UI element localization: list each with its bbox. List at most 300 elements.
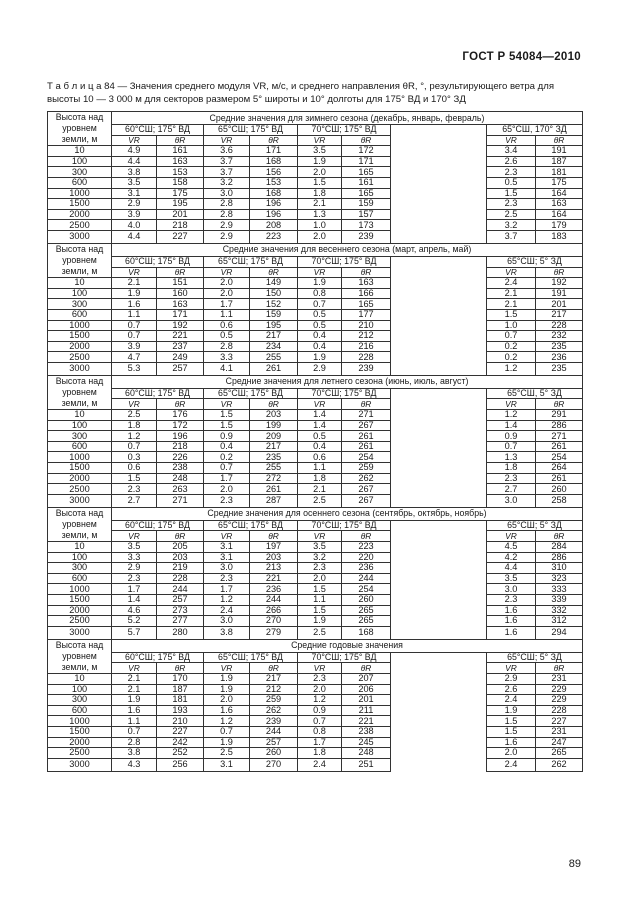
speed-cell: 5.7 xyxy=(112,626,157,639)
height-cell: 1000 xyxy=(48,188,112,199)
height-cell: 1500 xyxy=(48,199,112,210)
direction-cell: 248 xyxy=(342,748,391,759)
speed-cell: 1.9 xyxy=(298,156,342,167)
direction-cell: 252 xyxy=(157,748,204,759)
direction-cell: 207 xyxy=(342,673,391,684)
subheader-row xyxy=(48,135,583,146)
direction-cell: 228 xyxy=(536,320,583,331)
direction-cell: 166 xyxy=(342,288,391,299)
subheader-row xyxy=(48,663,583,674)
direction-cell: 238 xyxy=(157,463,204,474)
direction-cell: 259 xyxy=(342,463,391,474)
direction-cell: 191 xyxy=(536,288,583,299)
speed-cell: 1.9 xyxy=(204,684,250,695)
table-row xyxy=(48,309,583,320)
speed-cell: 4.4 xyxy=(112,156,157,167)
speed-subheader: VR xyxy=(487,135,536,146)
zone-header-row xyxy=(48,652,583,663)
direction-cell: 183 xyxy=(536,230,583,243)
table-row xyxy=(48,737,583,748)
speed-cell: 0.5 xyxy=(487,177,536,188)
direction-cell: 172 xyxy=(342,146,391,157)
speed-cell: 2.7 xyxy=(487,484,536,495)
direction-cell: 195 xyxy=(157,199,204,210)
speed-cell: 3.9 xyxy=(112,209,157,220)
speed-cell: 5.3 xyxy=(112,362,157,375)
speed-cell: 1.5 xyxy=(298,584,342,595)
zone-header: 65°СШ; 5° ЗД xyxy=(487,256,583,267)
table-row xyxy=(48,146,583,157)
speed-cell: 1.1 xyxy=(298,594,342,605)
speed-cell: 2.4 xyxy=(298,758,342,771)
direction-cell: 223 xyxy=(342,542,391,553)
speed-cell: 0.6 xyxy=(204,320,250,331)
direction-subheader: θR xyxy=(536,531,583,542)
speed-cell: 1.4 xyxy=(298,410,342,421)
blank-gap-column xyxy=(391,125,487,244)
speed-cell: 0.5 xyxy=(204,331,250,342)
direction-cell: 171 xyxy=(342,156,391,167)
direction-cell: 175 xyxy=(157,188,204,199)
direction-cell: 199 xyxy=(250,420,298,431)
direction-cell: 254 xyxy=(342,452,391,463)
direction-cell: 211 xyxy=(342,705,391,716)
height-cell: 300 xyxy=(48,167,112,178)
speed-cell: 2.5 xyxy=(298,626,342,639)
speed-cell: 2.0 xyxy=(298,230,342,243)
speed-subheader: VR xyxy=(204,399,250,410)
direction-cell: 221 xyxy=(157,331,204,342)
speed-cell: 2.0 xyxy=(204,278,250,289)
speed-cell: 2.3 xyxy=(112,484,157,495)
direction-cell: 201 xyxy=(536,299,583,310)
speed-cell: 3.5 xyxy=(298,146,342,157)
height-cell: 2500 xyxy=(48,352,112,363)
height-cell: 3000 xyxy=(48,626,112,639)
zone-header: 65°СШ; 175° ВД xyxy=(204,125,298,136)
zone-header: 60°СШ; 175° ВД xyxy=(112,256,204,267)
height-cell: 1500 xyxy=(48,726,112,737)
direction-cell: 254 xyxy=(342,584,391,595)
height-cell: 1500 xyxy=(48,331,112,342)
wind-data-table xyxy=(47,111,583,772)
direction-cell: 177 xyxy=(342,309,391,320)
speed-cell: 2.3 xyxy=(298,673,342,684)
speed-cell: 3.5 xyxy=(487,573,536,584)
height-cell: 100 xyxy=(48,552,112,563)
speed-cell: 1.2 xyxy=(204,594,250,605)
speed-cell: 3.3 xyxy=(112,552,157,563)
direction-cell: 261 xyxy=(250,362,298,375)
height-cell: 600 xyxy=(48,573,112,584)
direction-cell: 209 xyxy=(250,431,298,442)
speed-cell: 2.5 xyxy=(112,410,157,421)
direction-cell: 234 xyxy=(250,341,298,352)
speed-cell: 0.2 xyxy=(487,341,536,352)
table-row xyxy=(48,748,583,759)
section-title: Средние значения для весеннего сезона (март, апрель, май) xyxy=(112,243,583,256)
direction-cell: 312 xyxy=(536,616,583,627)
zone-header-row xyxy=(48,256,583,267)
direction-cell: 245 xyxy=(342,737,391,748)
direction-cell: 286 xyxy=(536,420,583,431)
direction-cell: 262 xyxy=(250,705,298,716)
height-cell: 100 xyxy=(48,156,112,167)
speed-cell: 1.9 xyxy=(112,288,157,299)
direction-cell: 310 xyxy=(536,563,583,574)
direction-cell: 236 xyxy=(536,352,583,363)
speed-cell: 2.1 xyxy=(298,484,342,495)
direction-cell: 223 xyxy=(250,230,298,243)
speed-cell: 1.1 xyxy=(112,716,157,727)
direction-cell: 262 xyxy=(342,473,391,484)
table-row xyxy=(48,552,583,563)
table-row xyxy=(48,684,583,695)
direction-cell: 192 xyxy=(157,320,204,331)
speed-cell: 1.1 xyxy=(204,309,250,320)
direction-cell: 232 xyxy=(536,331,583,342)
speed-cell: 2.6 xyxy=(487,156,536,167)
speed-cell: 2.3 xyxy=(487,199,536,210)
speed-subheader: VR xyxy=(204,531,250,542)
speed-cell: 3.0 xyxy=(487,494,536,507)
direction-subheader: θR xyxy=(157,267,204,278)
direction-cell: 333 xyxy=(536,584,583,595)
zone-header: 65°СШ; 5° ЗД xyxy=(487,652,583,663)
direction-cell: 217 xyxy=(250,441,298,452)
direction-cell: 212 xyxy=(342,331,391,342)
direction-cell: 273 xyxy=(157,605,204,616)
speed-subheader: VR xyxy=(204,267,250,278)
table-row xyxy=(48,626,583,639)
direction-cell: 271 xyxy=(536,431,583,442)
speed-cell: 3.8 xyxy=(112,748,157,759)
speed-cell: 0.9 xyxy=(204,431,250,442)
height-cell: 1000 xyxy=(48,320,112,331)
table-row xyxy=(48,484,583,495)
speed-cell: 4.2 xyxy=(487,552,536,563)
speed-cell: 2.0 xyxy=(298,167,342,178)
direction-cell: 244 xyxy=(250,726,298,737)
table-row xyxy=(48,288,583,299)
speed-cell: 0.7 xyxy=(487,441,536,452)
blank-gap-column xyxy=(391,520,487,639)
table-row xyxy=(48,616,583,627)
height-cell: 3000 xyxy=(48,494,112,507)
direction-cell: 221 xyxy=(250,573,298,584)
speed-cell: 0.3 xyxy=(112,452,157,463)
direction-cell: 286 xyxy=(536,552,583,563)
speed-cell: 2.3 xyxy=(487,594,536,605)
height-cell: 2500 xyxy=(48,748,112,759)
speed-subheader: VR xyxy=(298,267,342,278)
zone-header: 65°СШ; 175° ВД xyxy=(204,520,298,531)
direction-cell: 217 xyxy=(536,309,583,320)
direction-subheader: θR xyxy=(536,663,583,674)
direction-cell: 257 xyxy=(157,362,204,375)
direction-cell: 153 xyxy=(157,167,204,178)
direction-cell: 271 xyxy=(157,494,204,507)
height-cell: 100 xyxy=(48,420,112,431)
speed-cell: 2.3 xyxy=(204,494,250,507)
speed-cell: 1.6 xyxy=(204,705,250,716)
direction-subheader: θR xyxy=(342,267,391,278)
table-row xyxy=(48,463,583,474)
section-title-row xyxy=(48,375,583,388)
height-cell: 1500 xyxy=(48,463,112,474)
speed-cell: 0.7 xyxy=(112,320,157,331)
table-row xyxy=(48,673,583,684)
height-cell: 2000 xyxy=(48,737,112,748)
height-column-header: Высота над уровнем земли, м xyxy=(48,243,112,277)
speed-cell: 1.0 xyxy=(298,220,342,231)
speed-cell: 0.9 xyxy=(298,705,342,716)
speed-cell: 2.3 xyxy=(487,473,536,484)
direction-cell: 261 xyxy=(250,484,298,495)
speed-subheader: VR xyxy=(487,267,536,278)
speed-cell: 1.3 xyxy=(487,452,536,463)
standard-number: ГОСТ Р 54084—2010 xyxy=(462,51,581,63)
direction-cell: 168 xyxy=(250,156,298,167)
zone-header: 65°СШ; 175° ВД xyxy=(204,388,298,399)
speed-cell: 0.2 xyxy=(204,452,250,463)
table-row xyxy=(48,209,583,220)
height-column-header: Высота над уровнем земли, м xyxy=(48,375,112,409)
speed-cell: 4.3 xyxy=(112,758,157,771)
direction-subheader: θR xyxy=(250,531,298,542)
speed-cell: 3.6 xyxy=(204,146,250,157)
table-row xyxy=(48,695,583,706)
speed-cell: 1.8 xyxy=(298,188,342,199)
direction-cell: 165 xyxy=(342,167,391,178)
direction-subheader: θR xyxy=(250,135,298,146)
direction-cell: 163 xyxy=(157,299,204,310)
height-cell: 2000 xyxy=(48,605,112,616)
speed-cell: 1.1 xyxy=(112,309,157,320)
speed-cell: 1.6 xyxy=(487,616,536,627)
speed-cell: 1.0 xyxy=(487,320,536,331)
height-cell: 2000 xyxy=(48,209,112,220)
speed-cell: 3.4 xyxy=(487,146,536,157)
height-column-header: Высота над уровнем земли, м xyxy=(48,639,112,673)
speed-cell: 2.4 xyxy=(487,278,536,289)
table-row xyxy=(48,352,583,363)
table-row xyxy=(48,494,583,507)
direction-cell: 168 xyxy=(250,188,298,199)
zone-header: 70°СШ; 175° ВД xyxy=(298,388,391,399)
speed-subheader: VR xyxy=(204,135,250,146)
table-row xyxy=(48,542,583,553)
direction-cell: 258 xyxy=(536,494,583,507)
speed-cell: 2.6 xyxy=(487,684,536,695)
table-row xyxy=(48,220,583,231)
speed-cell: 4.7 xyxy=(112,352,157,363)
direction-cell: 265 xyxy=(342,616,391,627)
speed-cell: 3.8 xyxy=(204,626,250,639)
direction-cell: 257 xyxy=(157,594,204,605)
speed-cell: 3.0 xyxy=(487,584,536,595)
speed-cell: 2.7 xyxy=(112,494,157,507)
direction-cell: 203 xyxy=(250,552,298,563)
speed-cell: 1.2 xyxy=(487,410,536,421)
direction-cell: 221 xyxy=(342,716,391,727)
height-cell: 300 xyxy=(48,299,112,310)
direction-cell: 244 xyxy=(157,584,204,595)
speed-cell: 2.1 xyxy=(112,684,157,695)
direction-cell: 156 xyxy=(250,167,298,178)
speed-cell: 0.7 xyxy=(112,331,157,342)
zone-header: 65°СШ; 5° ЗД xyxy=(487,520,583,531)
speed-cell: 1.5 xyxy=(204,410,250,421)
zone-header: 60°СШ; 175° ВД xyxy=(112,652,204,663)
height-cell: 3000 xyxy=(48,230,112,243)
direction-cell: 239 xyxy=(342,362,391,375)
section-title-row xyxy=(48,112,583,125)
direction-subheader: θR xyxy=(342,135,391,146)
speed-cell: 1.5 xyxy=(487,309,536,320)
speed-cell: 3.1 xyxy=(204,542,250,553)
direction-cell: 217 xyxy=(250,331,298,342)
direction-cell: 219 xyxy=(157,563,204,574)
direction-cell: 195 xyxy=(250,320,298,331)
table-row xyxy=(48,584,583,595)
direction-cell: 151 xyxy=(157,278,204,289)
direction-cell: 231 xyxy=(536,726,583,737)
speed-cell: 1.2 xyxy=(298,695,342,706)
speed-cell: 3.0 xyxy=(204,563,250,574)
speed-cell: 1.5 xyxy=(487,726,536,737)
height-cell: 300 xyxy=(48,431,112,442)
direction-cell: 239 xyxy=(250,716,298,727)
speed-cell: 0.7 xyxy=(204,463,250,474)
height-cell: 2000 xyxy=(48,341,112,352)
direction-cell: 339 xyxy=(536,594,583,605)
direction-cell: 157 xyxy=(342,209,391,220)
speed-cell: 1.3 xyxy=(298,209,342,220)
speed-cell: 4.4 xyxy=(487,563,536,574)
speed-cell: 2.9 xyxy=(298,362,342,375)
direction-cell: 242 xyxy=(157,737,204,748)
direction-cell: 181 xyxy=(536,167,583,178)
speed-cell: 2.9 xyxy=(204,230,250,243)
speed-cell: 2.0 xyxy=(204,288,250,299)
speed-cell: 1.9 xyxy=(204,737,250,748)
speed-cell: 1.1 xyxy=(298,463,342,474)
speed-cell: 2.3 xyxy=(487,167,536,178)
table-row xyxy=(48,362,583,375)
direction-cell: 237 xyxy=(157,341,204,352)
direction-cell: 192 xyxy=(536,278,583,289)
height-cell: 300 xyxy=(48,695,112,706)
direction-cell: 332 xyxy=(536,605,583,616)
speed-cell: 2.8 xyxy=(204,199,250,210)
section-title: Средние значения для зимнего сезона (декабрь, январь, февраль) xyxy=(112,112,583,125)
speed-cell: 3.1 xyxy=(204,758,250,771)
speed-cell: 2.1 xyxy=(298,199,342,210)
speed-cell: 1.9 xyxy=(298,352,342,363)
direction-cell: 213 xyxy=(250,563,298,574)
speed-cell: 4.5 xyxy=(487,542,536,553)
speed-cell: 3.2 xyxy=(487,220,536,231)
speed-cell: 3.1 xyxy=(204,552,250,563)
direction-cell: 170 xyxy=(157,673,204,684)
direction-cell: 265 xyxy=(342,605,391,616)
height-cell: 10 xyxy=(48,278,112,289)
speed-cell: 1.9 xyxy=(298,278,342,289)
speed-cell: 0.7 xyxy=(112,441,157,452)
speed-subheader: VR xyxy=(112,267,157,278)
blank-gap-column xyxy=(391,652,487,771)
direction-cell: 261 xyxy=(536,473,583,484)
speed-cell: 2.3 xyxy=(112,573,157,584)
speed-cell: 1.5 xyxy=(112,473,157,484)
speed-cell: 4.0 xyxy=(112,220,157,231)
direction-cell: 175 xyxy=(536,177,583,188)
speed-cell: 0.6 xyxy=(298,452,342,463)
direction-cell: 218 xyxy=(157,220,204,231)
direction-cell: 159 xyxy=(250,309,298,320)
height-column-header: Высота над уровнем земли, м xyxy=(48,112,112,146)
speed-cell: 0.7 xyxy=(204,726,250,737)
direction-cell: 163 xyxy=(157,156,204,167)
speed-subheader: VR xyxy=(487,663,536,674)
speed-cell: 2.0 xyxy=(204,484,250,495)
direction-subheader: θR xyxy=(250,399,298,410)
speed-cell: 0.6 xyxy=(112,463,157,474)
table-row xyxy=(48,410,583,421)
speed-cell: 1.7 xyxy=(298,737,342,748)
speed-cell: 2.1 xyxy=(487,299,536,310)
direction-cell: 227 xyxy=(157,230,204,243)
speed-cell: 2.0 xyxy=(298,684,342,695)
speed-cell: 2.5 xyxy=(487,209,536,220)
table-row xyxy=(48,441,583,452)
speed-cell: 3.5 xyxy=(112,542,157,553)
direction-cell: 262 xyxy=(536,758,583,771)
speed-cell: 1.2 xyxy=(204,716,250,727)
speed-cell: 3.7 xyxy=(487,230,536,243)
speed-cell: 0.7 xyxy=(298,299,342,310)
speed-cell: 2.3 xyxy=(204,573,250,584)
table-row xyxy=(48,452,583,463)
height-cell: 600 xyxy=(48,705,112,716)
table-row xyxy=(48,199,583,210)
direction-cell: 179 xyxy=(536,220,583,231)
zone-header-row xyxy=(48,388,583,399)
direction-cell: 267 xyxy=(342,484,391,495)
direction-cell: 277 xyxy=(157,616,204,627)
direction-cell: 187 xyxy=(157,684,204,695)
direction-cell: 323 xyxy=(536,573,583,584)
table-row xyxy=(48,420,583,431)
direction-cell: 261 xyxy=(342,441,391,452)
direction-subheader: θR xyxy=(157,531,204,542)
direction-cell: 265 xyxy=(536,748,583,759)
direction-cell: 210 xyxy=(157,716,204,727)
height-column-header: Высота над уровнем земли, м xyxy=(48,507,112,541)
direction-cell: 260 xyxy=(250,748,298,759)
speed-cell: 1.6 xyxy=(112,705,157,716)
direction-cell: 294 xyxy=(536,626,583,639)
direction-cell: 227 xyxy=(157,726,204,737)
table-row xyxy=(48,320,583,331)
direction-cell: 249 xyxy=(157,352,204,363)
speed-cell: 3.8 xyxy=(112,167,157,178)
direction-cell: 229 xyxy=(536,695,583,706)
height-cell: 10 xyxy=(48,673,112,684)
direction-cell: 173 xyxy=(342,220,391,231)
direction-cell: 227 xyxy=(536,716,583,727)
